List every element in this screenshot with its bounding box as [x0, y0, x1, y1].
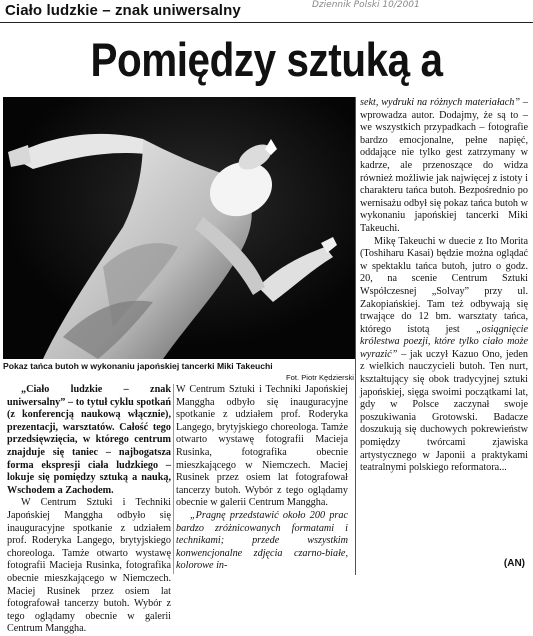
article-paragraph-continued	[176, 384, 348, 510]
headline: Pomiędzy sztuką a	[90, 33, 443, 86]
article-paragraph-2-text: – wprowadza autor. Dodajmy, że są to – we wszystkich przypadkach – fotografie bardzo emocjonalne, pełne napięć, oddające nie tylko gest zatrzymany w kadrze, ale przenoszące do widza również możliwie jak najwięcej z istoty i charakteru tańca butoh. Bezpośrednio po wernisażu odbył się pokaz tańca butoh w wykonaniu japońskiej tancerki Miki Takeuchi.	[360, 97, 529, 234]
article-column-3	[360, 97, 528, 475]
photo-credit: Fot. Piotr Kędzierski	[286, 373, 354, 382]
article-paragraph: W Centrum Sztuki i Techniki Japońskiej Manggha odbyło się inauguracyjne spotkanie z udziałem prof. Roderyka Langego, brytyjskiego choreologa. Tamże otwarto wystawę fotografii Macieja Rusinka, fotografika obecnie mieszkającego w Niemczech. Maciej Rusinek przez osiem lat fotografował tancerzy butoh. Wybór z tego oglądamy obecnie w galerii Centrum Manggha.	[7, 497, 171, 635]
article-lead: „Ciało ludzkie – znak uniwersalny” – to tytuł cyklu spotkań (z konferencją naukową włącznie), prezentacji, warsztatów. Całość tego przedsięwzięcia, w którego centrum znajduje się taniec – najbogatsza forma ekspresji ciała ludzkiego – lokuje się pomiędzy sztuką a nauką, Wschodem a Zachodem.	[7, 384, 171, 496]
article-column-1	[7, 384, 171, 635]
dancer-photo-image	[3, 97, 355, 359]
article-paragraph-3a: Mikę Takeuchi w duecie z Ito Morita (Toshiharu Kasai) będzie można oglądać w spektaklu tańca butoh, jutro o godz. 20, na scenie Centrum Sztuki Współczesnej „Solvay” przy ul. Zakopiańskiej. Tam też odbywają się trwające do 12 bm. warsztaty tańca, którego istotą jest	[360, 235, 528, 335]
article-paragraph-3b: – jak uczył Kazuo Ono, jeden z wielkich nauczycieli butoh. Ten nurt, kształtujący się obok tradycyjnej sztuki japońskiej, sięga swoimi początkami lat, gdy w Polsce zaczynał swoje poszukiwania Grotowski. Badacze doszukują się duchowych pokrewieństw pomiędzy twórcami zjawiska artystycznego w Japonii a praktykami teatralnymi polskiego reformatora...	[360, 348, 528, 474]
photo-caption: Pokaz tańca butoh w wykonaniu japońskiej tancerki Miki Takeuchi	[3, 361, 273, 371]
article-quote-ono: „osiągnięcie królestwa poezji, które tylko ciało może wyrazić”	[360, 323, 528, 360]
top-rule	[0, 22, 533, 23]
article-quote: „Pragnę przedstawić około 200 prac bardzo zróżnicowanych formatami i technikami; przede wszystkim konwencjonalne zdjęcia czarno-białe, kolorowe in-	[176, 510, 348, 572]
article-quote-continued: sekt, wydruki na różnych materiałach”	[360, 97, 521, 108]
article-column-2	[176, 384, 348, 573]
handwritten-note: Dziennik Polski 10/2001	[312, 0, 420, 10]
article-paragraph-3	[360, 236, 528, 475]
author-signature: (AN)	[503, 558, 525, 569]
section-kicker: Ciało ludzkie – znak uniwersalny	[5, 2, 241, 19]
dancer-photo	[3, 97, 355, 359]
column-divider	[355, 97, 356, 575]
article-paragraph-2	[360, 97, 528, 236]
column-divider-lower	[173, 384, 174, 574]
article-paragraph-p1: W Centrum Sztuki i Techniki Japońskiej Manggha odbyło się inauguracyjne spotkanie z udziałem prof. Roderyka Langego, brytyjskiego choreologa. Tamże otwarto wystawę fotografii Macieja Rusinka, fotografika obecnie mieszkającego w Niemczech. Maciej Rusinek przez osiem lat fotografował tancerzy butoh. Wybór z tego oglądamy obecnie w galerii Centrum Manggha.	[176, 384, 348, 509]
